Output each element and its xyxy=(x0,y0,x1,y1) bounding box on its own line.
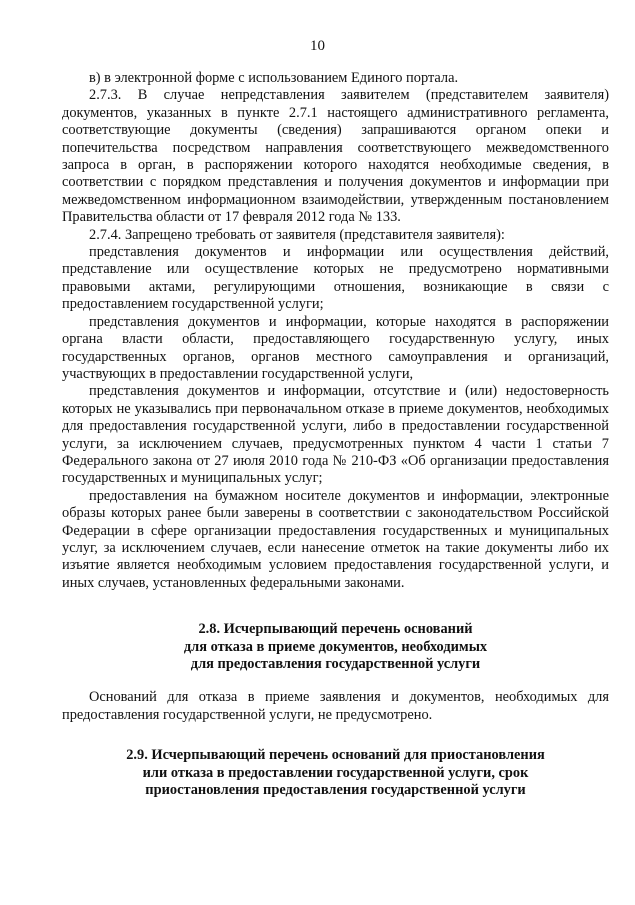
section-2-8-heading xyxy=(62,621,609,673)
paragraph-prohibition-2: представления документов и информации, которые находятся в распоряжении органа власти области, предоставляющего государственную услугу, иных государственных органов, органов местного самоуправления и организаций, участвующих в предоставлении государственной услуги, xyxy=(62,313,609,382)
paragraph-2-7-3: 2.7.3. В случае непредставления заявителем (представителем заявителя) документов, указанных в пункте 2.7.1 настоящего административного регламента, соответствующие документы (сведения) запрашиваются органом опеки и попечительства посредством направления соответствующего межведомственного запроса в орган, в распоряжении которого находятся необходимые сведения, в соответствии с порядком представления и получения документов и информации при межведомственном информационном взаимодействии, утвержденным постановлением Правительства области от 17 февраля 2012 года № 133. xyxy=(62,87,609,226)
document-body xyxy=(62,70,609,799)
paragraph-prohibition-4: предоставления на бумажном носителе документов и информации, электронные образы которых ранее были заверены в соответствии с законодательством Российской Федерации в сфере организации предоставления государственных и муниципальных услуг, за исключением случаев, если нанесение отметок на такие документы либо их изъятие является необходимым условием предоставления государственной услуги, и иных случаев, установленных федеральными законами. xyxy=(62,487,609,591)
section-2-8-body: Оснований для отказа в приеме заявления и документов, необходимых для предоставления государственной услуги, не предусмотрено. xyxy=(62,689,609,723)
section-2-8-heading-line: 2.8. Исчерпывающий перечень оснований xyxy=(198,621,473,638)
section-2-8-heading-line: для отказа в приеме документов, необходимых xyxy=(183,638,488,655)
page-number: 10 xyxy=(310,38,325,54)
section-2-9-heading-line: приостановления предоставления государственной услуги xyxy=(145,782,526,799)
section-2-8-heading-line: для предоставления государственной услуги xyxy=(190,656,481,672)
section-2-9-heading xyxy=(62,747,609,799)
paragraph-electronic-form: в) в электронной форме с использованием Единого портала. xyxy=(89,70,459,86)
paragraph-prohibition-1: представления документов и информации или осуществления действий, представление или осуществление которых не предусмотрено нормативными правовыми актами, регулирующими отношения, возникающие в связи с предоставлением государственной услуги; xyxy=(62,244,609,313)
paragraph-prohibition-3: представления документов и информации, отсутствие и (или) недостоверность которых не указывались при первоначальном отказе в приеме документов, необходимых для предоставления государственной услуги, либо в предоставлении государственной услуги, за исключением случаев, предусмотренных пунктом 4 части 1 статьи 7 Федерального закона от 27 июля 2010 года № 210-ФЗ «Об организации предоставления государственных и муниципальных услуг; xyxy=(62,383,609,487)
paragraph-2-7-4: 2.7.4. Запрещено требовать от заявителя (представителя заявителя): xyxy=(89,226,505,243)
section-2-9-heading-line: или отказа в предоставлении государственной услуги, срок xyxy=(142,764,529,781)
section-2-9-heading-line: 2.9. Исчерпывающий перечень оснований для приостановления xyxy=(126,747,545,764)
